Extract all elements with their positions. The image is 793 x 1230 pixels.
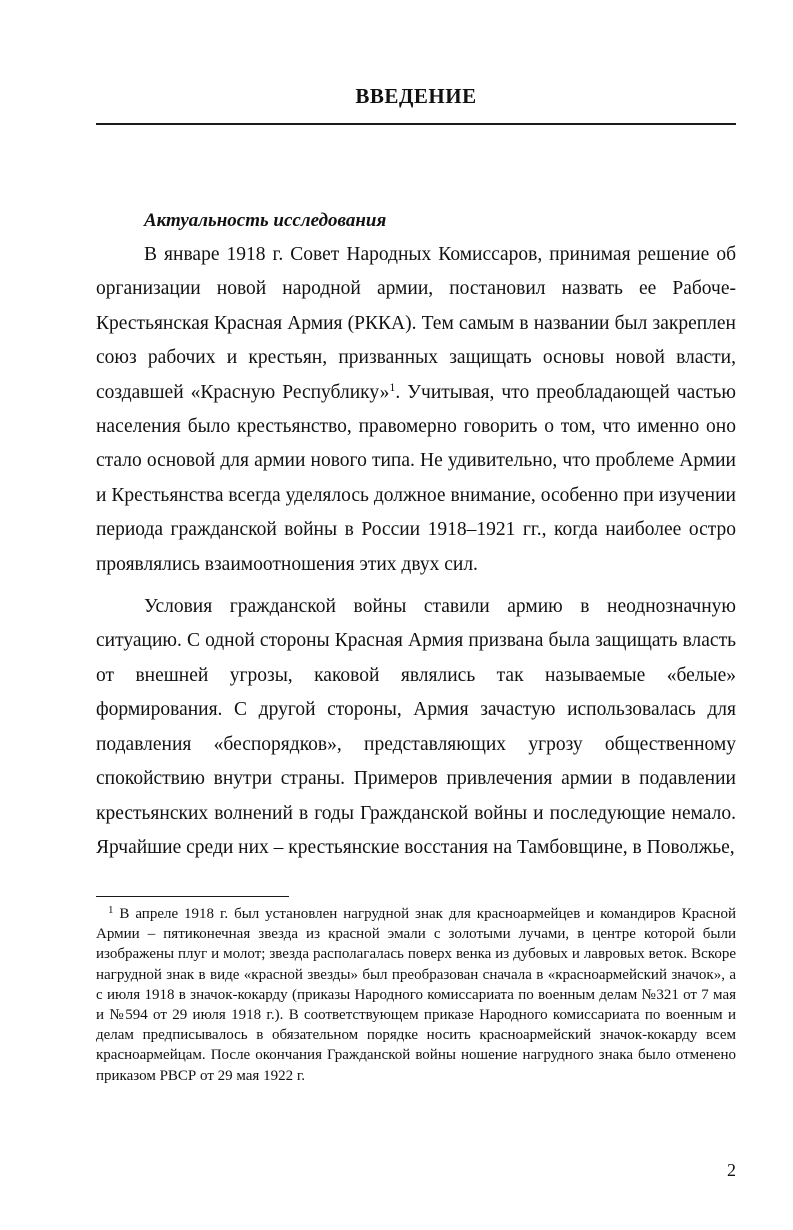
footnote — [96, 904, 736, 1086]
footnote-marker: 1 — [108, 904, 114, 916]
paragraph-1 — [96, 238, 736, 582]
footnote-reference: 1 — [389, 379, 396, 394]
paragraph-2: Условия гражданской войны ставили армию в неоднозначную ситуацию. С одной стороны Красная Армия призвана была защищать власть от внешней угрозы, каковой являлись так называемые «белые» формирования. С другой стороны, Армия зачастую использовалась для подавления «беспорядков», представляющих угрозу общественному спокойствию внутри страны. Примеров привлечения армии в подавлении крестьянских волнений в годы Гражданской войны и последующие немало. Ярчайшие среди них – крестьянские восстания на Тамбовщине, в Поволжье, — [96, 596, 736, 858]
paragraph-1-start: В январе 1918 г. Совет Народных Комиссаров, принимая решение об организации новой народной армии, постановил назвать ее Рабоче-Крестьянская Красная Армия (РККА). Тем самым в названии был закреплен союз рабочих и крестьян, призванных защищать основы новой власти, создавшей «Красную Республику» — [96, 244, 736, 403]
body-text — [96, 204, 736, 865]
footnote-text: В апреле 1918 г. был установлен нагрудной знак для красноармейцев и командиров Красной Армии – пятиконечная звезда из красной эмали с золотыми лучами, в центре которой были изображены плуг и молот; звезда располагалась поверх венка из дубовых и лавровых веток. Вскоре нагрудной знак в виде «красной звезды» был преобразован сначала в «красноармейский значок», а с июля 1918 в значок-кокарду (приказы Народного комиссариата по военным делам №321 от 7 мая и №594 от 29 июля 1918 г.). В соответствующем приказе Народного комиссариата по военным и делам предписывалось в обязательном порядке носить красноармейский значок-кокарду всем красноармейцам. После окончания Гражданской войны ношение нагрудного знака было отменено приказом РВСР от 29 мая 1922 г. — [96, 906, 736, 1084]
footnote-separator — [96, 896, 289, 897]
title-rule — [96, 123, 736, 125]
page-number: 2 — [727, 1160, 736, 1180]
section-heading: Актуальность исследования — [144, 210, 387, 231]
chapter-title: ВВЕДЕНИЕ — [355, 84, 477, 108]
paragraph-1-end: . Учитывая, что преобладающей частью населения было крестьянство, правомерно говорить о том, что именно оно стало основой для армии нового типа. Не удивительно, что проблеме Армии и Крестьянства всегда уделялось должное внимание, особенно при изучении периода гражданской войны в России 1918–1921 гг., когда наиболее остро проявлялись взаимоотношения этих двух сил. — [96, 381, 736, 575]
